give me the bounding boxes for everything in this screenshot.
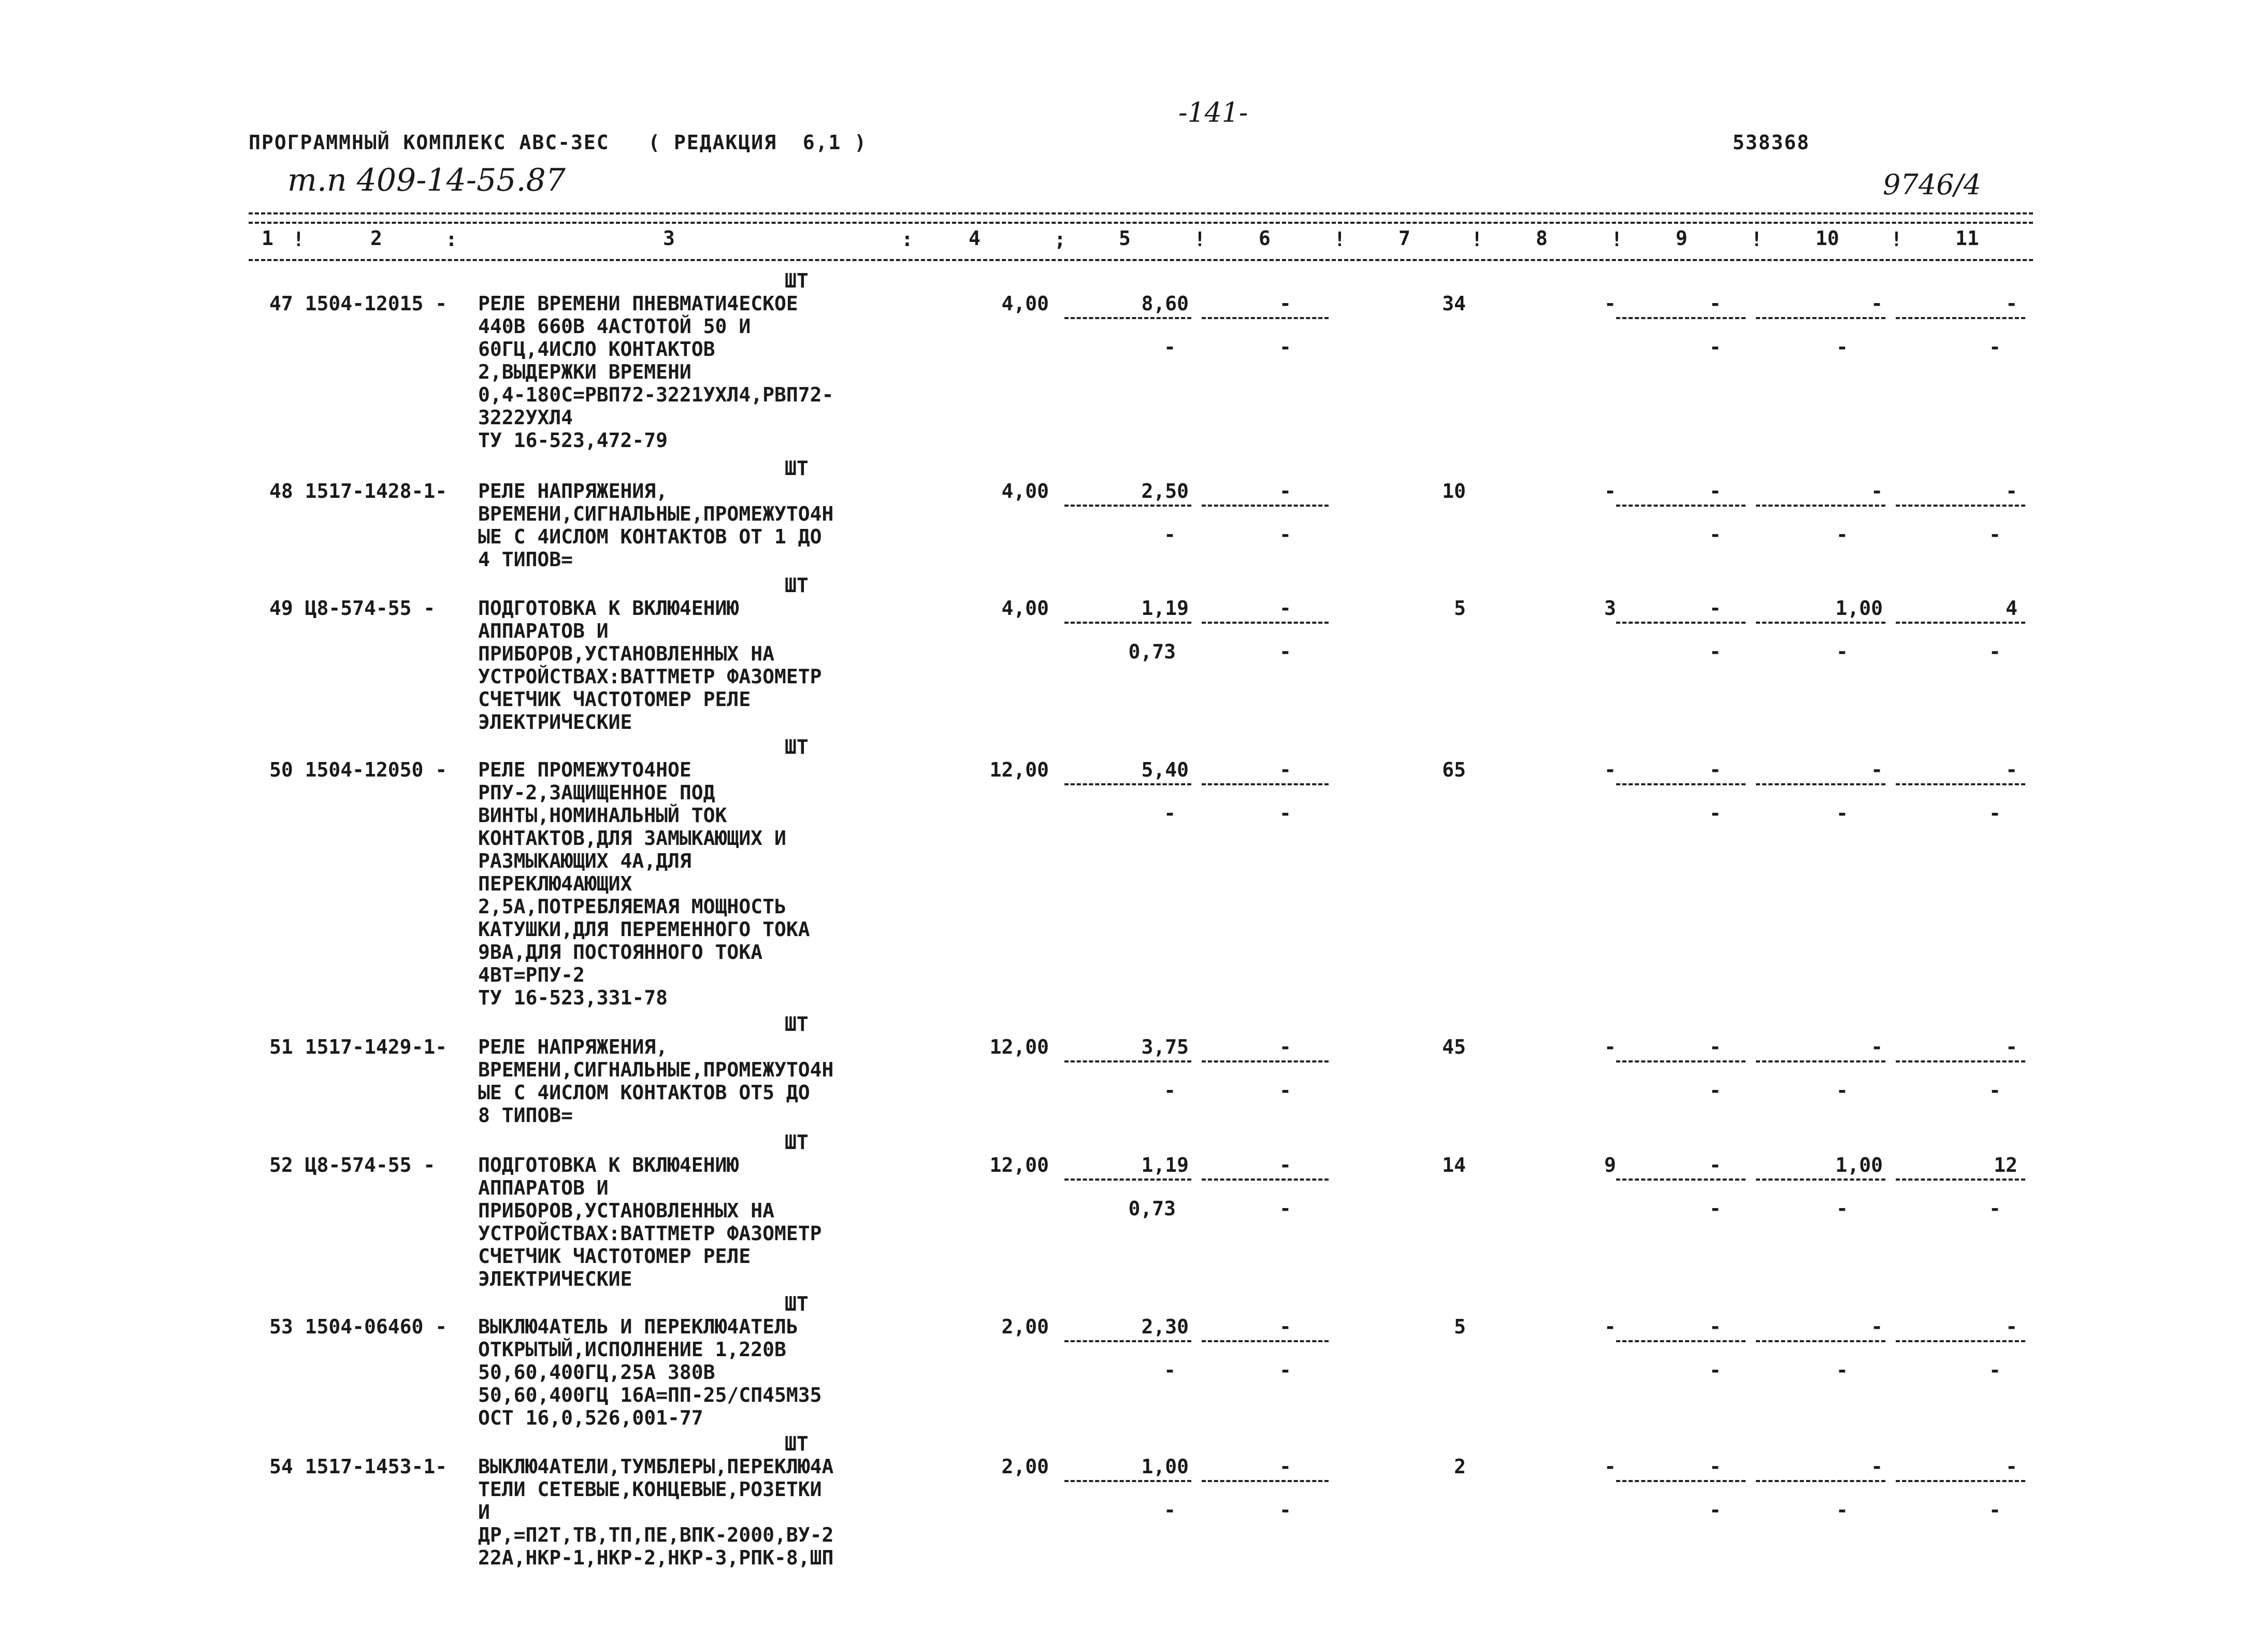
value-col-8: - xyxy=(1604,1036,1616,1058)
unit-label: ШТ xyxy=(785,1131,809,1154)
value-col-10-lower: - xyxy=(1836,335,1848,358)
value-col-10: - xyxy=(1871,480,1883,502)
subtotal-rule-col-11 xyxy=(1896,1179,2025,1181)
subtotal-rule-col-11 xyxy=(1896,1060,2025,1062)
value-col-8: 3 xyxy=(1604,597,1616,620)
subtotal-rule-col-6 xyxy=(1202,1340,1329,1342)
subtotal-rule-col-9 xyxy=(1616,1480,1746,1482)
row-description: РЕЛЕ НАПРЯЖЕНИЯ, ВРЕМЕНИ,СИГНАЛЬНЫЕ,ПРОМЕЖУТО4Н ЫЕ С 4ИСЛОМ КОНТАКТОВ ОТ5 ДО 8 ТИПОВ= xyxy=(478,1036,834,1127)
program-title: ПРОГРАММНЫЙ КОМПЛЕКС АВС-ЗЕС ( РЕДАКЦИЯ 6,1 ) xyxy=(249,131,868,154)
value-col-10: - xyxy=(1871,1315,1883,1338)
subtotal-rule-col-5 xyxy=(1064,622,1191,624)
value-col-11: - xyxy=(2006,1455,2017,1478)
unit-label: ШТ xyxy=(785,1013,809,1036)
project-reference: т.п 409-14-55.87 xyxy=(287,162,566,198)
subtotal-rule-col-9 xyxy=(1616,1060,1746,1062)
value-col-11-lower: - xyxy=(1989,640,2001,663)
subtotal-rule-col-5 xyxy=(1064,783,1191,785)
value-col-10: - xyxy=(1871,758,1883,781)
row-description: ВЫКЛЮ4АТЕЛЬ И ПЕРЕКЛЮ4АТЕЛЬ ОТКРЫТЫЙ,ИСПОЛНЕНИЕ 1,220В 50,60,400ГЦ,25А 380В 50,60,400ГЦ 16А=ПП-25/СП45М35 ОСТ 16,0,526,001-77 xyxy=(478,1315,822,1429)
value-col-4: 12,00 xyxy=(989,758,1049,781)
row-description: РЕЛЕ ПРОМЕЖУТО4НОЕ РПУ-2,ЗАЩИЩЕННОЕ ПОД ВИНТЫ,НОМИНАЛЬНЫЙ ТОК КОНТАКТОВ,ДЛЯ ЗАМЫКАЮЩИХ И РАЗМЫКАЮЩИХ 4А,ДЛЯ ПЕРЕКЛЮ4АЮЩИХ 2,5А,ПОТРЕБЛЯЕМАЯ МОЩНОСТЬ КАТУШКИ,ДЛЯ ПЕРЕМЕННОГО ТОКА 9ВА,ДЛЯ ПОСТОЯННОГО ТОКА 4ВТ=РПУ-2 ТУ 16-523,331-78 xyxy=(478,758,810,1009)
column-separator: ! xyxy=(293,228,305,251)
subtotal-rule-col-5 xyxy=(1064,1480,1191,1482)
column-header-11: 11 xyxy=(1955,227,1979,250)
value-col-9-lower: - xyxy=(1709,801,1721,825)
value-col-10-lower: - xyxy=(1836,801,1848,825)
page-number: -141- xyxy=(1178,97,1248,128)
subtotal-rule-col-10 xyxy=(1756,783,1885,785)
value-col-6: - xyxy=(1279,1154,1291,1176)
document-code: 538368 xyxy=(1733,131,1810,154)
value-col-11: - xyxy=(2006,1315,2017,1338)
value-col-4: 12,00 xyxy=(989,1036,1049,1058)
subtotal-rule-col-10 xyxy=(1756,1480,1885,1482)
value-col-7: 34 xyxy=(1442,292,1466,315)
value-col-6: - xyxy=(1279,597,1291,620)
value-col-11-lower: - xyxy=(1989,1197,2001,1220)
value-col-5: 5,40 xyxy=(1141,758,1189,781)
subtotal-rule-col-10 xyxy=(1756,622,1885,624)
value-col-7: 5 xyxy=(1454,597,1466,620)
value-col-10: 1,00 xyxy=(1835,597,1883,620)
subtotal-rule-col-9 xyxy=(1616,783,1746,785)
table-header-rule xyxy=(249,259,2033,261)
row-number-code: 54 1517-1453-1- xyxy=(269,1455,448,1478)
value-col-11-lower: - xyxy=(1989,1498,2001,1521)
value-col-9-lower: - xyxy=(1709,640,1721,663)
value-col-11-lower: - xyxy=(1989,335,2001,358)
row-description: РЕЛЕ НАПРЯЖЕНИЯ, ВРЕМЕНИ,СИГНАЛЬНЫЕ,ПРОМЕЖУТО4Н ЫЕ С 4ИСЛОМ КОНТАКТОВ ОТ 1 ДО 4 ТИПОВ= xyxy=(478,480,834,571)
value-col-8: - xyxy=(1604,758,1616,781)
subtotal-rule-col-5 xyxy=(1064,1340,1191,1342)
value-col-5: 1,00 xyxy=(1141,1455,1189,1478)
value-col-10-lower: - xyxy=(1836,1498,1848,1521)
subtotal-rule-col-6 xyxy=(1202,505,1329,507)
subtotal-rule-col-10 xyxy=(1756,1060,1885,1062)
value-col-10-lower: - xyxy=(1836,1197,1848,1220)
table-top-rule-2 xyxy=(249,222,2033,224)
value-col-10-lower: - xyxy=(1836,1358,1848,1382)
value-col-10: 1,00 xyxy=(1835,1154,1883,1176)
value-col-5: 1,19 xyxy=(1141,597,1189,620)
value-col-11: 12 xyxy=(1994,1154,2017,1176)
subtotal-rule-col-6 xyxy=(1202,317,1329,319)
row-number-code: 48 1517-1428-1- xyxy=(269,480,448,502)
value-col-9-lower: - xyxy=(1709,335,1721,358)
value-col-6-lower: - xyxy=(1279,1079,1291,1102)
value-col-4: 2,00 xyxy=(1001,1455,1049,1478)
value-col-4: 4,00 xyxy=(1001,597,1049,620)
value-col-11: 4 xyxy=(2006,597,2017,620)
value-col-9: - xyxy=(1709,758,1721,781)
column-header-8: 8 xyxy=(1536,227,1548,250)
value-col-11: - xyxy=(2006,758,2017,781)
value-col-7: 45 xyxy=(1442,1036,1466,1058)
value-col-9: - xyxy=(1709,1455,1721,1478)
row-description: ПОДГОТОВКА К ВКЛЮ4ЕНИЮ АППАРАТОВ И ПРИБОРОВ,УСТАНОВЛЕННЫХ НА УСТРОЙСТВАХ:ВАТТМЕТР ФАЗОМЕТР СЧЕТЧИК ЧАСТОТОМЕР РЕЛЕ ЭЛЕКТРИЧЕСКИЕ xyxy=(478,597,822,734)
subtotal-rule-col-6 xyxy=(1202,1480,1329,1482)
column-separator: ! xyxy=(1751,228,1763,251)
subtotal-rule-col-11 xyxy=(1896,317,2025,319)
subtotal-rule-col-9 xyxy=(1616,1340,1746,1342)
value-col-8: 9 xyxy=(1604,1154,1616,1176)
value-col-9: - xyxy=(1709,292,1721,315)
value-col-8: - xyxy=(1604,1455,1616,1478)
column-separator: ! xyxy=(1334,228,1346,251)
value-col-9: - xyxy=(1709,1036,1721,1058)
value-col-10-lower: - xyxy=(1836,523,1848,546)
value-col-11-lower: - xyxy=(1989,801,2001,825)
row-number-code: 50 1504-12050 - xyxy=(269,758,448,781)
value-col-7: 65 xyxy=(1442,758,1466,781)
row-number-code: 52 Ц8-574-55 - xyxy=(269,1154,436,1176)
subtotal-rule-col-6 xyxy=(1202,1060,1329,1062)
value-col-6-lower: - xyxy=(1279,1197,1291,1220)
subtotal-rule-col-11 xyxy=(1896,622,2025,624)
column-header-1: 1 xyxy=(262,227,273,250)
value-col-4: 4,00 xyxy=(1001,480,1049,502)
value-col-5-lower: - xyxy=(1164,1079,1176,1102)
value-col-5: 3,75 xyxy=(1141,1036,1189,1058)
column-separator: : xyxy=(445,228,457,251)
value-col-9: - xyxy=(1709,1154,1721,1176)
row-description: ПОДГОТОВКА К ВКЛЮ4ЕНИЮ АППАРАТОВ И ПРИБОРОВ,УСТАНОВЛЕННЫХ НА УСТРОЙСТВАХ:ВАТТМЕТР ФАЗОМЕТР СЧЕТЧИК ЧАСТОТОМЕР РЕЛЕ ЭЛЕКТРИЧЕСКИЕ xyxy=(478,1154,822,1290)
value-col-7: 5 xyxy=(1454,1315,1466,1338)
value-col-9: - xyxy=(1709,480,1721,502)
column-separator: ! xyxy=(1891,228,1902,251)
value-col-8: - xyxy=(1604,480,1616,502)
value-col-8: - xyxy=(1604,292,1616,315)
value-col-4: 4,00 xyxy=(1001,292,1049,315)
value-col-5-lower: 0,73 xyxy=(1128,640,1176,663)
value-col-6-lower: - xyxy=(1279,523,1291,546)
value-col-5: 2,30 xyxy=(1141,1315,1189,1338)
column-separator: ! xyxy=(1471,228,1483,251)
value-col-4: 12,00 xyxy=(989,1154,1049,1176)
subtotal-rule-col-5 xyxy=(1064,317,1191,319)
row-number-code: 53 1504-06460 - xyxy=(269,1315,448,1338)
value-col-9-lower: - xyxy=(1709,1079,1721,1102)
subtotal-rule-col-10 xyxy=(1756,1340,1885,1342)
subtotal-rule-col-5 xyxy=(1064,1179,1191,1181)
value-col-7: 2 xyxy=(1454,1455,1466,1478)
subtotal-rule-col-10 xyxy=(1756,1179,1885,1181)
value-col-11: - xyxy=(2006,480,2017,502)
column-header-10: 10 xyxy=(1815,227,1839,250)
value-col-11-lower: - xyxy=(1989,523,2001,546)
row-number-code: 47 1504-12015 - xyxy=(269,292,448,315)
value-col-5-lower: - xyxy=(1164,801,1176,825)
value-col-10-lower: - xyxy=(1836,640,1848,663)
subtotal-rule-col-11 xyxy=(1896,783,2025,785)
subtotal-rule-col-11 xyxy=(1896,505,2025,507)
column-header-6: 6 xyxy=(1259,227,1271,250)
subtotal-rule-col-6 xyxy=(1202,622,1329,624)
value-col-5-lower: 0,73 xyxy=(1128,1197,1176,1220)
value-col-8: - xyxy=(1604,1315,1616,1338)
value-col-7: 10 xyxy=(1442,480,1466,502)
value-col-11-lower: - xyxy=(1989,1079,2001,1102)
column-header-4: 4 xyxy=(969,227,981,250)
subtotal-rule-col-9 xyxy=(1616,622,1746,624)
column-header-9: 9 xyxy=(1676,227,1688,250)
row-description: РЕЛЕ ВРЕМЕНИ ПНЕВМАТИ4ЕСКОЕ 440В 660В 4АСТОТОЙ 50 И 60ГЦ,4ИСЛО КОНТАКТОВ 2,ВЫДЕРЖКИ ВРЕМЕНИ 0,4-180С=РВП72-3221УХЛ4,РВП72- 3222УХЛ4 ТУ 16-523,472-79 xyxy=(478,292,834,452)
row-number-code: 51 1517-1429-1- xyxy=(269,1036,448,1058)
table-top-rule xyxy=(249,212,2033,214)
subtotal-rule-col-10 xyxy=(1756,317,1885,319)
value-col-9-lower: - xyxy=(1709,1197,1721,1220)
column-header-3: 3 xyxy=(663,227,675,250)
value-col-6-lower: - xyxy=(1279,1358,1291,1382)
column-header-5: 5 xyxy=(1119,227,1131,250)
subtotal-rule-col-6 xyxy=(1202,783,1329,785)
value-col-7: 14 xyxy=(1442,1154,1466,1176)
row-number-code: 49 Ц8-574-55 - xyxy=(269,597,436,620)
column-separator: ! xyxy=(1194,228,1206,251)
column-header-7: 7 xyxy=(1399,227,1410,250)
value-col-11-lower: - xyxy=(1989,1358,2001,1382)
value-col-9: - xyxy=(1709,597,1721,620)
row-description: ВЫКЛЮ4АТЕЛИ,ТУМБЛЕРЫ,ПЕРЕКЛЮ4А ТЕЛИ СЕТЕВЫЕ,КОНЦЕВЫЕ,РОЗЕТКИ И ДР,=П2Т,ТВ,ТП,ПЕ,ВПК-2000,ВУ-2 22А,НКР-1,НКР-2,НКР-3,РПК-8,ШП xyxy=(478,1455,834,1569)
value-col-10: - xyxy=(1871,1036,1883,1058)
value-col-6: - xyxy=(1279,1036,1291,1058)
column-separator: : xyxy=(901,228,913,251)
value-col-10: - xyxy=(1871,292,1883,315)
value-col-4: 2,00 xyxy=(1001,1315,1049,1338)
column-separator: ; xyxy=(1054,228,1066,251)
value-col-9-lower: - xyxy=(1709,1358,1721,1382)
value-col-5-lower: - xyxy=(1164,1498,1176,1521)
subtotal-rule-col-10 xyxy=(1756,505,1885,507)
value-col-10: - xyxy=(1871,1455,1883,1478)
value-col-6: - xyxy=(1279,1455,1291,1478)
value-col-9-lower: - xyxy=(1709,523,1721,546)
unit-label: ШТ xyxy=(785,457,809,480)
value-col-6: - xyxy=(1279,1315,1291,1338)
unit-label: ШТ xyxy=(785,1432,809,1455)
value-col-11: - xyxy=(2006,292,2017,315)
subtotal-rule-col-11 xyxy=(1896,1480,2025,1482)
subtotal-rule-col-11 xyxy=(1896,1340,2025,1342)
value-col-9: - xyxy=(1709,1315,1721,1338)
value-col-6-lower: - xyxy=(1279,801,1291,825)
value-col-5-lower: - xyxy=(1164,335,1176,358)
value-col-9-lower: - xyxy=(1709,1498,1721,1521)
value-col-5: 2,50 xyxy=(1141,480,1189,502)
value-col-6: - xyxy=(1279,758,1291,781)
subtotal-rule-col-9 xyxy=(1616,505,1746,507)
subtotal-rule-col-9 xyxy=(1616,1179,1746,1181)
value-col-5: 1,19 xyxy=(1141,1154,1189,1176)
unit-label: ШТ xyxy=(785,1292,809,1315)
value-col-5: 8,60 xyxy=(1141,292,1189,315)
column-header-2: 2 xyxy=(370,227,382,250)
value-col-6-lower: - xyxy=(1279,1498,1291,1521)
sheet-reference: 9746/4 xyxy=(1883,168,1981,201)
unit-label: ШТ xyxy=(785,269,809,292)
value-col-5-lower: - xyxy=(1164,523,1176,546)
unit-label: ШТ xyxy=(785,574,809,597)
value-col-6-lower: - xyxy=(1279,335,1291,358)
value-col-6: - xyxy=(1279,292,1291,315)
value-col-10-lower: - xyxy=(1836,1079,1848,1102)
subtotal-rule-col-9 xyxy=(1616,317,1746,319)
column-separator: ! xyxy=(1611,228,1623,251)
value-col-6: - xyxy=(1279,480,1291,502)
value-col-5-lower: - xyxy=(1164,1358,1176,1382)
subtotal-rule-col-5 xyxy=(1064,1060,1191,1062)
value-col-6-lower: - xyxy=(1279,640,1291,663)
subtotal-rule-col-5 xyxy=(1064,505,1191,507)
unit-label: ШТ xyxy=(785,736,809,758)
value-col-11: - xyxy=(2006,1036,2017,1058)
subtotal-rule-col-6 xyxy=(1202,1179,1329,1181)
